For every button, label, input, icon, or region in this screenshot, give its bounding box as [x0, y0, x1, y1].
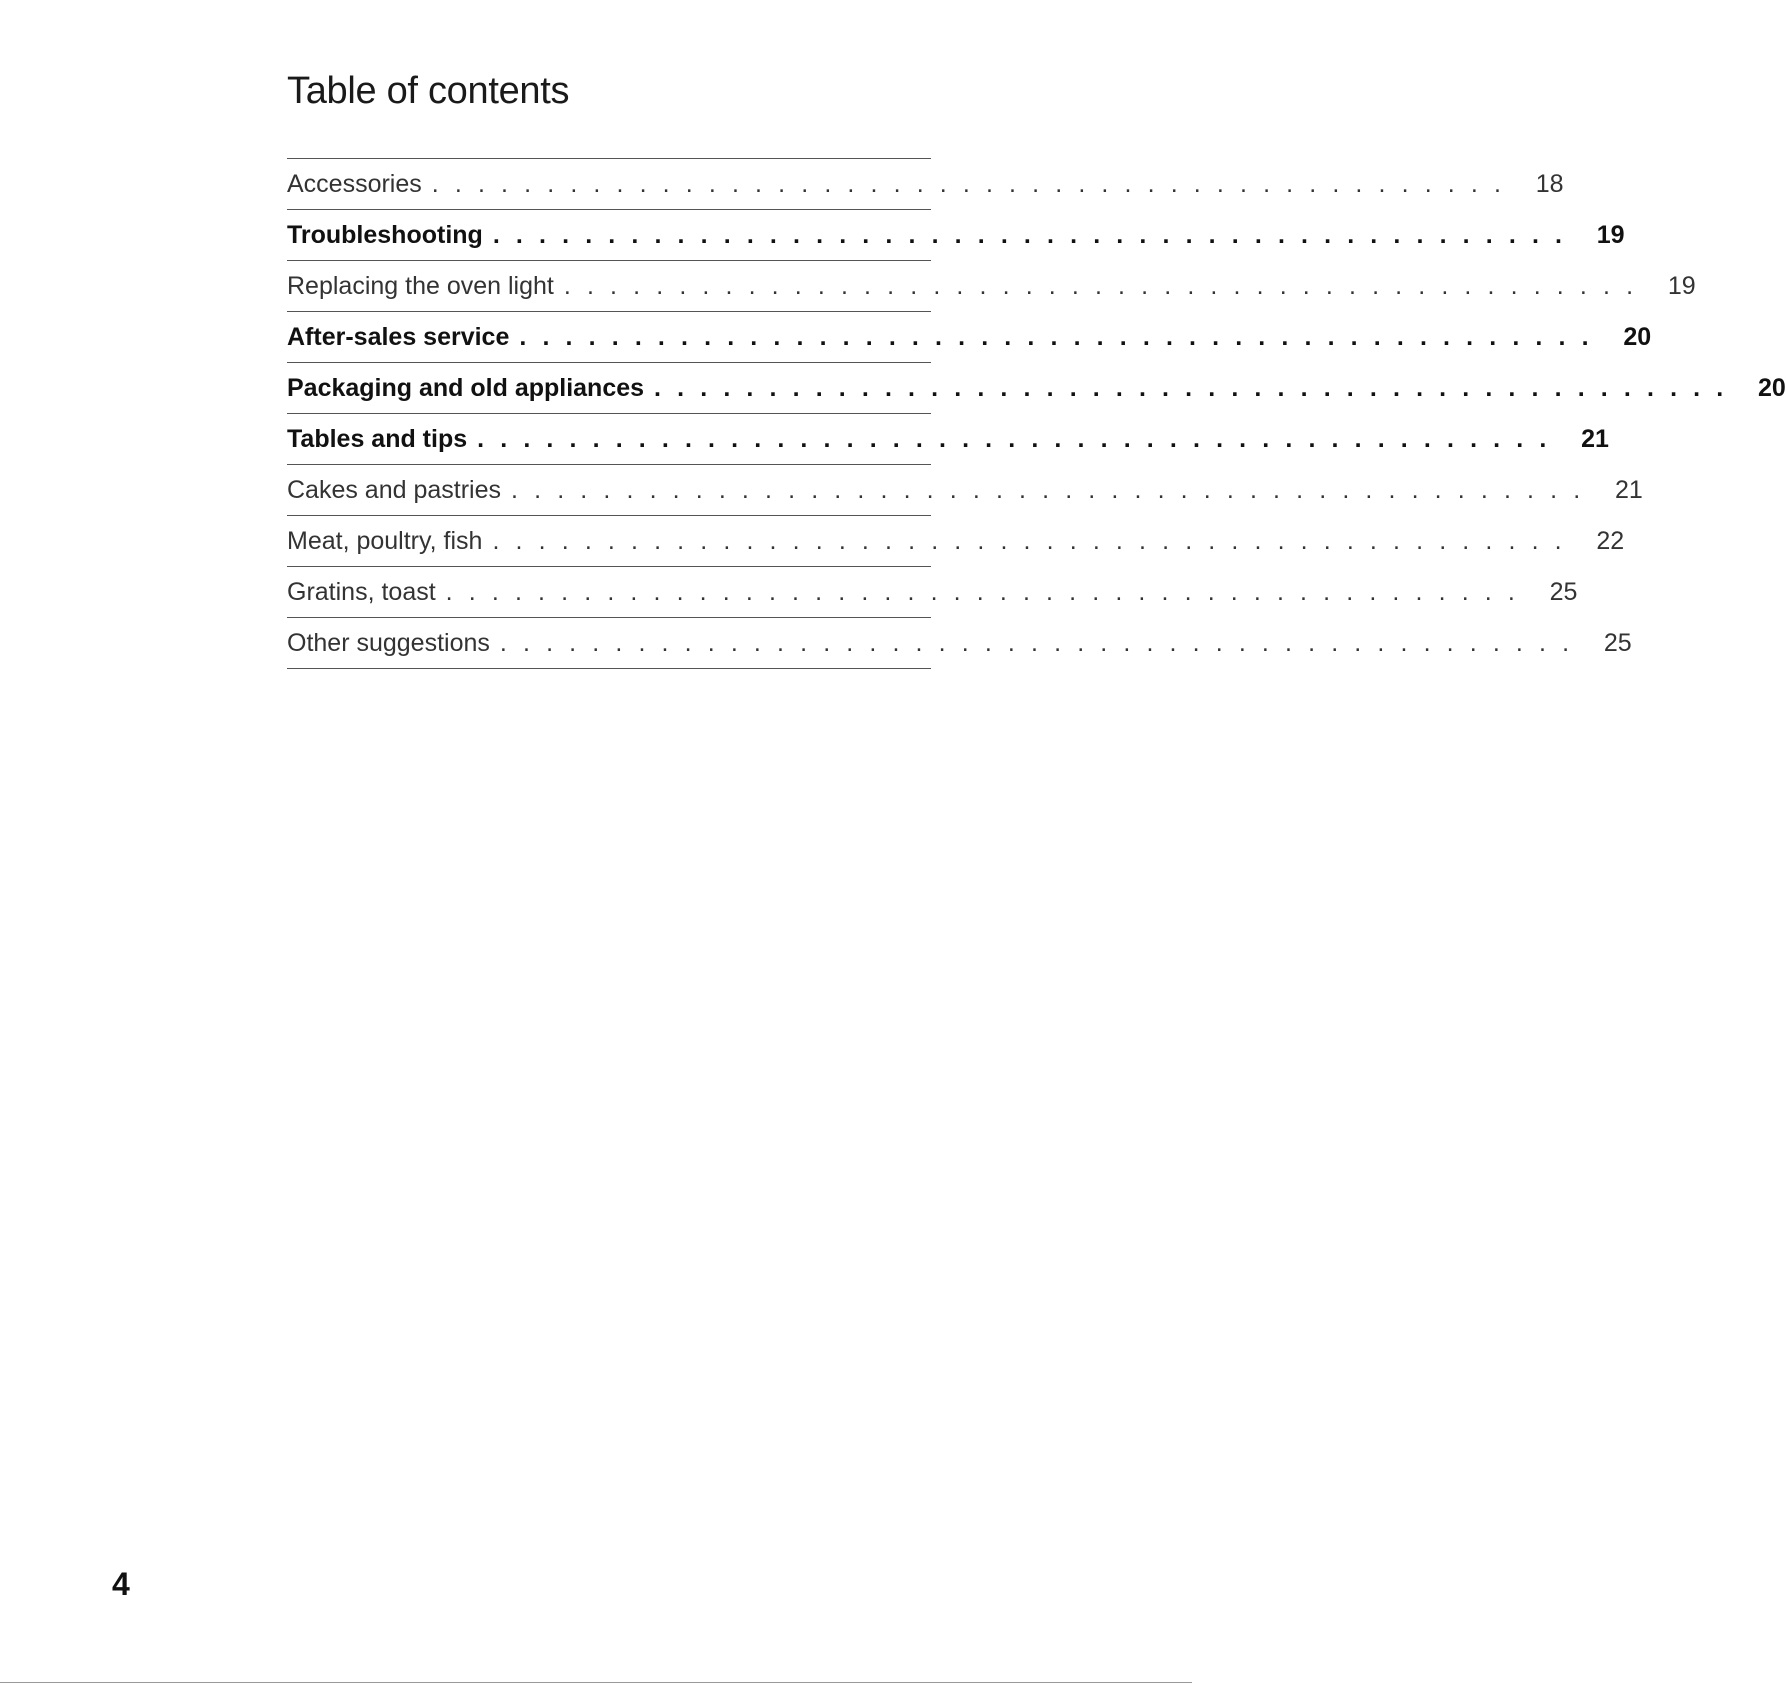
dot-leader: . . . . . . . . . . . . . . . . . . . . . . . . . . . . . . . . . . . . . . . . . . . . . . . — [654, 373, 1728, 402]
page-title: Table of contents — [287, 70, 570, 112]
toc-entry-label: Packaging and old appliances — [287, 373, 645, 402]
toc-entry-label: Tables and tips — [287, 424, 468, 453]
toc-entry-label: Gratins, toast — [287, 577, 436, 606]
dot-leader: . . . . . . . . . . . . . . . . . . . . . . . . . . . . . . . . . . . . . . . . . . . . . . . — [563, 271, 1638, 300]
toc-entry-cakes-and-pastries[interactable] — [287, 465, 1643, 516]
toc-entry-page: 22 — [1596, 526, 1625, 555]
toc-entry-page: 25 — [1549, 577, 1578, 606]
toc-entry-accessories[interactable] — [287, 159, 1564, 210]
toc-entry-page: 20 — [1623, 322, 1652, 351]
bottom-divider — [0, 1682, 1192, 1683]
toc-entry-troubleshooting[interactable] — [287, 210, 1625, 261]
toc-entry-tables-and-tips[interactable] — [287, 414, 1609, 465]
toc-entry-page: 21 — [1581, 424, 1609, 453]
dot-leader: . . . . . . . . . . . . . . . . . . . . . . . . . . . . . . . . . . . . . . . . . . . . . . . — [477, 424, 1551, 453]
toc-entry-page: 19 — [1667, 271, 1696, 300]
toc-entry-label: Cakes and pastries — [287, 475, 502, 504]
page-number: 4 — [112, 1566, 130, 1602]
table-of-contents — [287, 158, 1786, 669]
toc-entry-label: Troubleshooting — [287, 220, 483, 249]
toc-entry-label: Accessories — [287, 169, 422, 198]
dot-leader: . . . . . . . . . . . . . . . . . . . . . . . . . . . . . . . . . . . . . . . . . . . . . . . — [511, 475, 1585, 504]
toc-entry-replacing-the-oven-light[interactable] — [287, 261, 1696, 312]
toc-entry-label: Replacing the oven light — [287, 271, 554, 300]
toc-entry-label: Other suggestions — [287, 628, 490, 657]
dot-leader: . . . . . . . . . . . . . . . . . . . . . . . . . . . . . . . . . . . . . . . . . . . . . . . — [431, 169, 1506, 198]
toc-entry-page: 20 — [1758, 373, 1786, 402]
dot-leader: . . . . . . . . . . . . . . . . . . . . . . . . . . . . . . . . . . . . . . . . . . . . . . . — [445, 577, 1520, 606]
dot-leader: . . . . . . . . . . . . . . . . . . . . . . . . . . . . . . . . . . . . . . . . . . . . . . . — [492, 526, 1567, 555]
toc-entry-packaging-and-old-appliances[interactable] — [287, 363, 1786, 414]
dot-leader: . . . . . . . . . . . . . . . . . . . . . . . . . . . . . . . . . . . . . . . . . . . . . . . — [492, 220, 1567, 249]
toc-entry-page: 19 — [1596, 220, 1625, 249]
toc-entry-label: After-sales service — [287, 322, 510, 351]
toc-entry-meat-poultry-fish[interactable] — [287, 516, 1625, 567]
toc-entry-label: Meat, poultry, fish — [287, 526, 483, 555]
toc-entry-other-suggestions[interactable] — [287, 618, 1632, 669]
toc-entry-page: 21 — [1614, 475, 1643, 504]
toc-entry-page: 18 — [1535, 169, 1564, 198]
dot-leader: . . . . . . . . . . . . . . . . . . . . . . . . . . . . . . . . . . . . . . . . . . . . . . . — [519, 322, 1594, 351]
toc-entry-page: 25 — [1603, 628, 1632, 657]
toc-entry-gratins-toast[interactable] — [287, 567, 1578, 618]
toc-entry-after-sales-service[interactable] — [287, 312, 1652, 363]
dot-leader: . . . . . . . . . . . . . . . . . . . . . . . . . . . . . . . . . . . . . . . . . . . . . . . — [499, 628, 1574, 657]
